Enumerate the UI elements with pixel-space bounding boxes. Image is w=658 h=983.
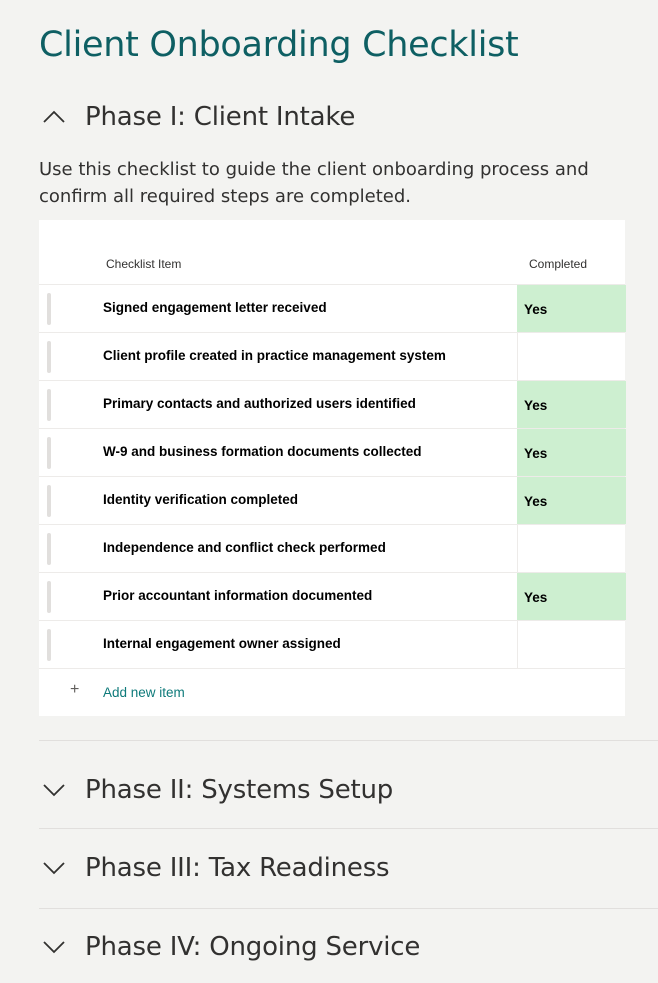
completed-value: Yes: [524, 494, 548, 509]
section-title: Phase IV: Ongoing Service: [85, 932, 421, 962]
completed-cell[interactable]: [517, 525, 626, 572]
page-title: Client Onboarding Checklist: [39, 25, 519, 65]
row-select-handle[interactable]: [47, 293, 51, 325]
completed-cell[interactable]: [517, 285, 626, 332]
column-header-completed[interactable]: Completed: [529, 257, 588, 271]
list-row[interactable]: [39, 477, 625, 525]
checklist-list: [39, 220, 625, 716]
row-select-handle[interactable]: [47, 629, 51, 661]
completed-cell[interactable]: [517, 573, 626, 620]
chevron-down-icon: [39, 853, 69, 883]
row-title[interactable]: Internal engagement owner assigned: [103, 636, 341, 651]
row-select-handle[interactable]: [47, 389, 51, 421]
row-title[interactable]: Client profile created in practice management system: [103, 348, 446, 363]
section-header-phase-2[interactable]: [39, 770, 393, 810]
row-title[interactable]: Independence and conflict check performed: [103, 540, 386, 555]
completed-value: Yes: [524, 398, 548, 413]
section-description: Use this checklist to guide the client onboarding process and confirm all required steps are completed.: [39, 159, 589, 207]
add-new-item-label: Add new item: [103, 685, 185, 700]
list-row[interactable]: [39, 285, 625, 333]
row-select-handle[interactable]: [47, 437, 51, 469]
list-row[interactable]: [39, 573, 625, 621]
row-title[interactable]: Prior accountant information documented: [103, 588, 373, 603]
row-title[interactable]: W-9 and business formation documents collected: [103, 444, 422, 459]
completed-value: Yes: [524, 446, 548, 461]
list-row[interactable]: [39, 429, 625, 477]
list-row[interactable]: [39, 333, 625, 381]
completed-cell[interactable]: [517, 381, 626, 428]
section-title: Phase III: Tax Readiness: [85, 853, 390, 883]
row-select-handle[interactable]: [47, 341, 51, 373]
list-header-row: [39, 220, 625, 285]
section-header-phase-3[interactable]: [39, 848, 389, 888]
row-title[interactable]: Signed engagement letter received: [103, 300, 327, 315]
section-header-phase-4[interactable]: [39, 927, 420, 967]
list-row[interactable]: [39, 525, 625, 573]
completed-cell[interactable]: [517, 333, 626, 380]
list-row[interactable]: [39, 621, 625, 669]
add-new-item-button[interactable]: [39, 669, 625, 715]
completed-cell[interactable]: [517, 429, 626, 476]
row-select-handle[interactable]: [47, 485, 51, 517]
row-select-handle[interactable]: [47, 533, 51, 565]
section-divider: [39, 740, 658, 741]
completed-value: Yes: [524, 590, 548, 605]
chevron-down-icon: [39, 932, 69, 962]
section-title: Phase I: Client Intake: [85, 102, 356, 132]
column-header-checklist-item[interactable]: Checklist Item: [106, 257, 182, 271]
section-divider: [39, 908, 658, 909]
row-select-handle[interactable]: [47, 581, 51, 613]
completed-cell[interactable]: [517, 477, 626, 524]
section-header-phase-1[interactable]: [39, 97, 355, 137]
completed-value: Yes: [524, 302, 548, 317]
completed-cell[interactable]: [517, 621, 626, 668]
section-divider: [39, 828, 658, 829]
row-title[interactable]: Identity verification completed: [103, 492, 299, 507]
plus-icon: +: [70, 681, 80, 698]
list-row[interactable]: [39, 381, 625, 429]
section-title: Phase II: Systems Setup: [85, 775, 394, 805]
chevron-down-icon: [39, 775, 69, 805]
row-title[interactable]: Primary contacts and authorized users identified: [103, 396, 416, 411]
chevron-up-icon: [39, 102, 69, 132]
